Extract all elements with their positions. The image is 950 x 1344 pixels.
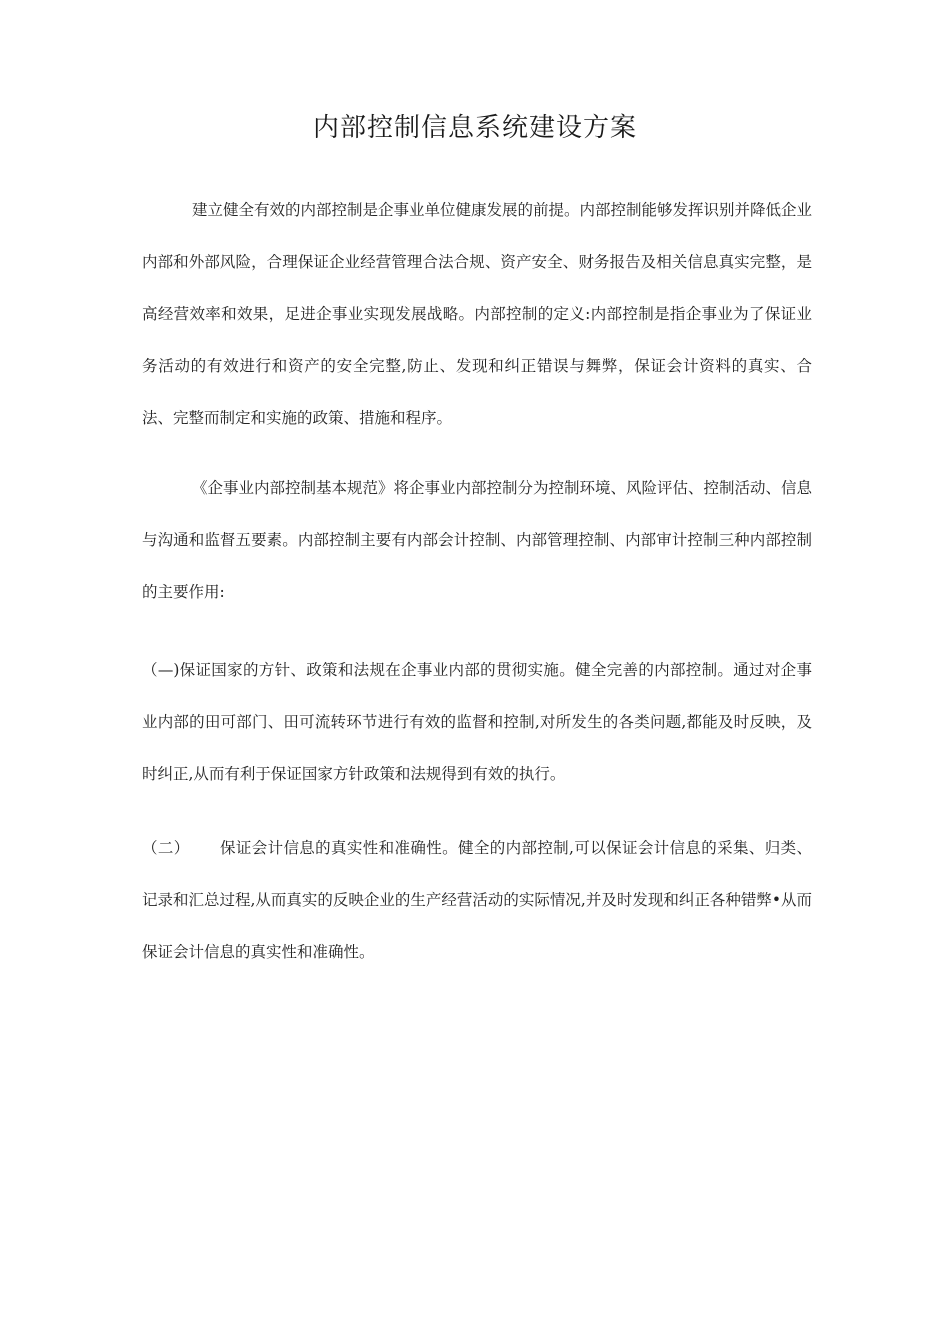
paragraph-standard: 《企事业内部控制基本规范》将企事业内部控制分为控制环境、风险评估、控制活动、信息与沟通和监督五要素。内部控制主要有内部会计控制、内部管理控制、内部审计控制三种内部控制的主要作用: [142,479,813,601]
paragraph-role-one: （—)保证国家的方针、政策和法规在企事业内部的贯彻实施。健全完善的内部控制。通过对企事业内部的田可部门、田可流转环节进行有效的监督和控制,对所发生的各类问题,都能及时反映，及时纠正,从而有利于保证国家方针政策和法规得到有效的执行。 [142,661,812,783]
document-title: 内部控制信息系统建设方案 [312,113,637,143]
paragraph-role-two [142,822,812,978]
paragraph-intro: 建立健全有效的内部控制是企事业单位健康发展的前提。内部控制能够发挥识别并降低企业内部和外部风险，合理保证企业经营管理合法合规、资产安全、财务报告及相关信息真实完整，是高经营效率和效果，足进企事业实现发展战略。内部控制的定义:内部控制是指企事业为了保证业务活动的有效进行和资产的安全完整,防止、发现和纠正错误与舞弊，保证会计资料的真实、合法、完整而制定和实施的政策、措施和程序。 [142,201,813,427]
item-marker: （二） [142,839,190,857]
item-text: 保证会计信息的真实性和准确性。健全的内部控制,可以保证会计信息的采集、归类、记录和汇总过程,从而真实的反映企业的生产经营活动的实际情况,并及时发现和纠正各种错弊•从而保证会计信息的真实性和准确性。 [142,839,812,961]
